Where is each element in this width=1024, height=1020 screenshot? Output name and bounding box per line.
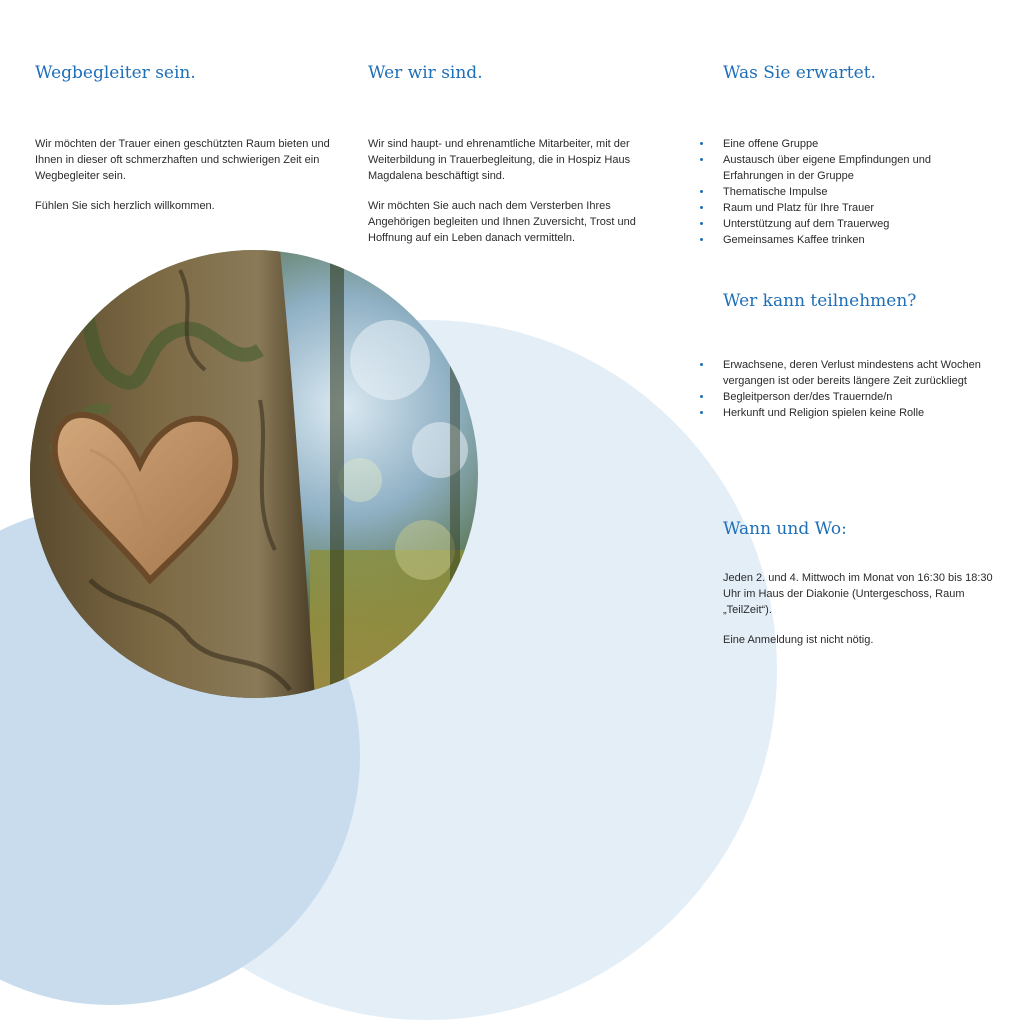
heading-was-sie-erwartet: Was Sie erwartet. [723,63,876,83]
tree-heart-illustration [30,250,478,698]
when-paragraph-1: Jeden 2. und 4. Mittwoch im Monat von 16:30 bis 18:30 Uhr im Haus der Diakonie (Untergeschoss, Raum „TeilZeit“). [723,572,993,616]
when-paragraph-2: Eine Anmeldung ist nicht nötig. [723,634,874,646]
list-item: Raum und Platz für Ihre Trauer [699,200,989,216]
col1-paragraph-2: Fühlen Sie sich herzlich willkommen. [35,200,215,212]
list-item: Erwachsene, deren Verlust mindestens acht Wochen vergangen ist oder bereits längere Zeit zurückliegt [699,357,1004,389]
col1-paragraph-1: Wir möchten der Trauer einen geschützten Raum bieten und Ihnen in dieser oft schmerzhaften und schwierigen Zeit ein Wegbegleiter sein. [35,138,330,182]
list-item: Austausch über eigene Empfindungen und Erfahrungen in der Gruppe [699,152,989,184]
heading-wer-wir-sind: Wer wir sind. [368,63,483,83]
list-item: Herkunft und Religion spielen keine Rolle [699,405,1004,421]
col1-text [35,136,340,228]
heading-wer-kann-teilnehmen: Wer kann teilnehmen? [723,291,917,311]
col2-text [368,136,663,260]
heading-wann-und-wo: Wann und Wo: [723,519,847,539]
list-item: Eine offene Gruppe [699,136,989,152]
expect-list [699,136,989,248]
who-list [699,357,1004,421]
list-item: Thematische Impulse [699,184,989,200]
heading-wegbegleiter: Wegbegleiter sein. [35,63,196,83]
when-text [723,570,993,662]
col2-paragraph-2: Wir möchten Sie auch nach dem Versterben Ihres Angehörigen begleiten und Ihnen Zuversicht, Trost und Hoffnung auf ein Leben danach vermitteln. [368,200,636,244]
list-item: Gemeinsames Kaffee trinken [699,232,989,248]
tree-heart-photo [30,250,478,698]
list-item: Begleitperson der/des Trauernde/n [699,389,1004,405]
col2-paragraph-1: Wir sind haupt- und ehrenamtliche Mitarbeiter, mit der Weiterbildung in Trauerbegleitung, die in Hospiz Haus Magdalena beschäftigt sind. [368,138,631,182]
list-item: Unterstützung auf dem Trauerweg [699,216,989,232]
